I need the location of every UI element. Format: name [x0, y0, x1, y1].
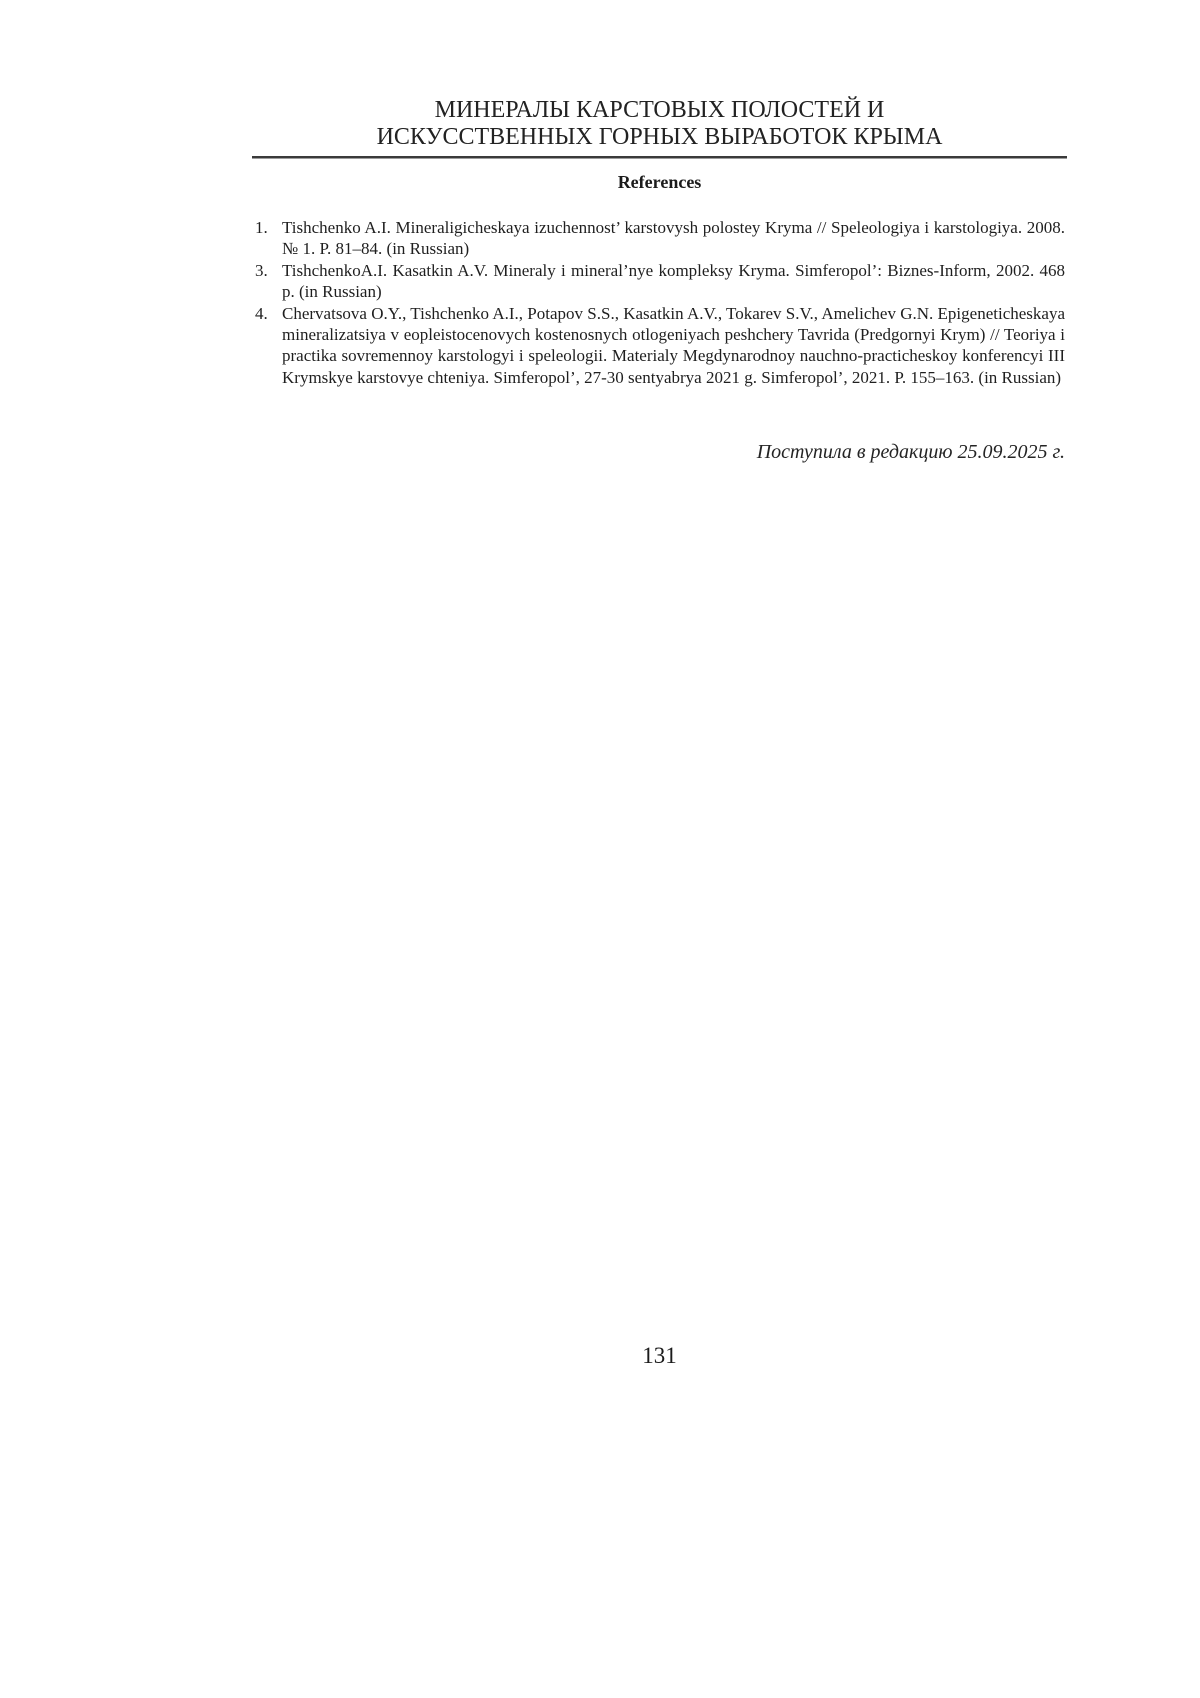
reference-text: Tishchenko A.I. Mineraligicheskaya izuchennost’ karstovysh polostey Kryma // Speleologiya i karstologiya. 2008. № 1. P. 81–84. (in Russian) — [282, 218, 1065, 259]
running-head-line2: ИСКУССТВЕННЫХ ГОРНЫХ ВЫРАБОТОК КРЫМА — [376, 124, 943, 150]
reference-list — [255, 217, 1065, 388]
reference-text: Chervatsova O.Y., Tishchenko A.I., Potapov S.S., Kasatkin A.V., Tokarev S.V., Amelichev G.N. Epigeneticheskaya mineralizatsiya v eopleistocenovych kostenosnych otlogeniyach peshchery Tavrida (Predgornyi Krym) // Teoriya i practika sovremennoy karstologyi i speleologii. Materialy Megdynarodnoy nauchno-practicheskoy konferencyi III Krymskye karstovye chteniya. Simferopol’, 27-30 sentyabrya 2021 g. Simferopol’, 2021. P. 155–163. (in Russian) — [282, 303, 1065, 387]
running-head-line1: МИНЕРАЛЫ КАРСТОВЫХ ПОЛОСТЕЙ И — [434, 97, 885, 123]
reference-text: TishchenkoA.I. Kasatkin A.V. Mineraly i mineral’nye kompleksy Kryma. Simferopol’: Biznes-Inform, 2002. 468 p. (in Russian) — [282, 260, 1065, 302]
reference-item — [255, 217, 1065, 260]
running-head — [252, 97, 1067, 151]
reference-item — [255, 260, 1065, 303]
references-section-title: References — [617, 172, 702, 192]
reference-number: 3. — [255, 260, 268, 280]
reference-number: 4. — [255, 303, 268, 323]
reference-number: 1. — [255, 218, 268, 237]
header-rule — [252, 156, 1067, 159]
received-date-note: Поступила в редакцию 25.09.2025 г. — [756, 441, 1065, 463]
reference-item — [255, 303, 1065, 389]
page-number: 131 — [642, 1343, 677, 1368]
